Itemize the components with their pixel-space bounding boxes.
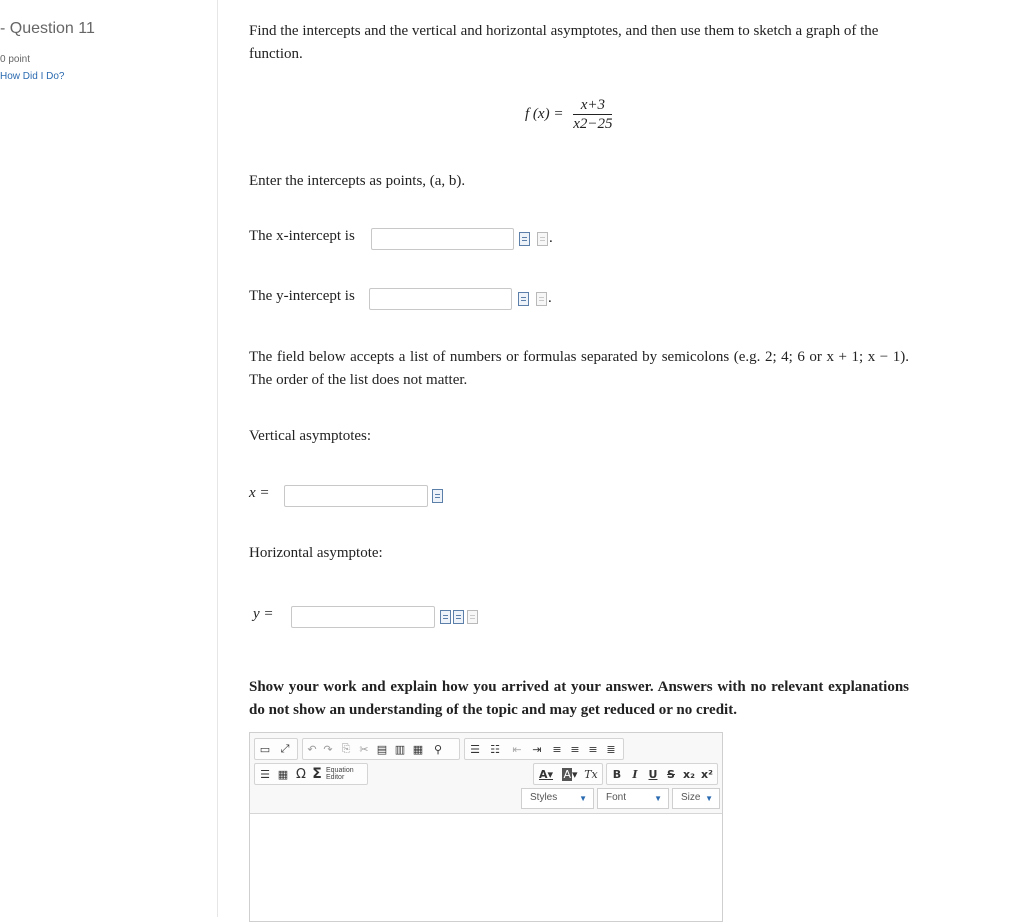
chevron-down-icon: ▼ <box>705 794 713 803</box>
formula-numerator: x+3 <box>573 96 612 115</box>
copy-icon[interactable]: ⎘ <box>341 742 351 755</box>
text-color-icon[interactable]: A ▾ <box>538 767 554 781</box>
equation-editor-icon[interactable]: Σ <box>312 766 322 782</box>
y-intercept-input[interactable] <box>369 288 512 310</box>
formula-fraction <box>573 96 612 133</box>
show-work-instruction: Show your work and explain how you arrived at your answer. Answers with no relevant explanations do not show an understanding of the topic and may get reduced or no credit. <box>249 679 909 718</box>
indent-icon[interactable]: ⇥ <box>532 742 542 756</box>
chevron-down-icon: ▼ <box>654 794 662 803</box>
bold-button[interactable]: B <box>612 767 622 781</box>
strikethrough-button[interactable]: S <box>667 767 675 781</box>
maximize-icon[interactable]: ⤢ <box>280 742 290 755</box>
bulleted-list-icon[interactable]: ☷ <box>490 742 500 756</box>
formula-denominator: x2−25 <box>573 116 613 132</box>
align-right-icon[interactable]: ≡ <box>588 742 598 756</box>
styles-dropdown[interactable] <box>521 788 594 809</box>
text-color-letter: A <box>538 767 548 781</box>
x-intercept-period: . <box>549 230 553 246</box>
equation-editor-label-1: Equation <box>326 767 354 774</box>
underline-button[interactable]: U <box>648 767 658 781</box>
function-formula <box>525 96 612 133</box>
vertical-variable: x = <box>249 485 270 501</box>
how-did-i-do-link[interactable]: How Did I Do? <box>0 71 65 82</box>
bg-color-letter: A <box>563 767 571 781</box>
x-intercept-input[interactable] <box>371 228 514 250</box>
paste-icon[interactable]: ▤ <box>376 742 388 756</box>
question-title[interactable]: - Question 11 <box>0 20 95 37</box>
preview-icon[interactable] <box>467 610 478 624</box>
undo-icon[interactable]: ↶ <box>307 742 317 756</box>
vertical-asymptotes-input[interactable] <box>284 485 428 507</box>
y-intercept-label: The y-intercept is <box>249 288 355 304</box>
editor-toolbar <box>250 733 722 814</box>
formula-editor-icon[interactable] <box>432 489 443 503</box>
editor-content-area[interactable] <box>250 814 722 921</box>
font-label: Font <box>606 792 627 803</box>
table-icon[interactable]: ▦ <box>277 767 289 781</box>
paste-word-icon[interactable]: ▦ <box>412 742 424 756</box>
outdent-icon[interactable]: ⇤ <box>512 742 522 756</box>
preview-icon[interactable] <box>536 292 547 306</box>
formula-lhs: f (x) = <box>525 105 564 122</box>
horizontal-variable: y = <box>253 606 274 622</box>
align-center-icon[interactable]: ≡ <box>570 742 580 756</box>
formula-editor-icon-alt[interactable] <box>453 610 464 624</box>
formula-editor-icon[interactable] <box>519 232 530 246</box>
chevron-down-icon: ▼ <box>579 794 587 803</box>
equation-editor-label-2: Editor <box>326 774 345 781</box>
x-intercept-label: The x-intercept is <box>249 228 355 244</box>
paste-text-icon[interactable]: ▥ <box>394 742 406 756</box>
remove-format-icon[interactable]: Tx <box>584 767 598 781</box>
vertical-asymptotes-label: Vertical asymptotes: <box>249 428 372 444</box>
question-intro: Find the intercepts and the vertical and horizontal asymptotes, and then use them to sketch a graph of the function. <box>249 23 879 62</box>
font-dropdown[interactable] <box>597 788 669 809</box>
styles-label: Styles <box>530 792 558 803</box>
formula-editor-icon[interactable] <box>518 292 529 306</box>
list-format-note: The field below accepts a list of numbers or formulas separated by semicolons (e.g. 2; 4; 6 or x + 1; x − 1). The order of the list does not matter. <box>249 349 909 388</box>
preview-icon[interactable] <box>537 232 548 246</box>
background-color-icon[interactable]: A ▾ <box>563 767 578 781</box>
find-icon[interactable]: ⚲ <box>433 742 443 756</box>
question-sidebar <box>0 0 218 917</box>
size-label: Size <box>681 792 701 803</box>
y-intercept-period: . <box>548 290 552 306</box>
align-left-icon[interactable]: ≡ <box>552 742 562 756</box>
numbered-list-icon[interactable]: ☰ <box>470 742 480 756</box>
size-dropdown[interactable] <box>672 788 720 809</box>
points-label: 0 point <box>0 54 31 65</box>
horizontal-asymptote-input[interactable] <box>291 606 435 628</box>
cut-icon[interactable]: ✂ <box>359 742 369 756</box>
horizontal-asymptote-label: Horizontal asymptote: <box>249 545 383 561</box>
italic-button[interactable]: I <box>632 767 638 781</box>
redo-icon[interactable]: ↷ <box>323 742 333 756</box>
special-char-icon[interactable]: Ω <box>296 766 306 782</box>
justify-icon[interactable]: ≣ <box>606 742 616 756</box>
superscript-button[interactable]: x² <box>701 767 713 781</box>
intercepts-instruction: Enter the intercepts as points, (a, b). <box>249 173 466 189</box>
equation-editor-button[interactable] <box>326 764 366 784</box>
formula-editor-icon[interactable] <box>440 610 451 624</box>
source-icon[interactable]: ▭ <box>259 742 271 756</box>
horizontal-rule-icon[interactable]: ☰ <box>260 767 270 781</box>
subscript-button[interactable]: x₂ <box>683 767 695 781</box>
answer-editor <box>249 732 723 922</box>
